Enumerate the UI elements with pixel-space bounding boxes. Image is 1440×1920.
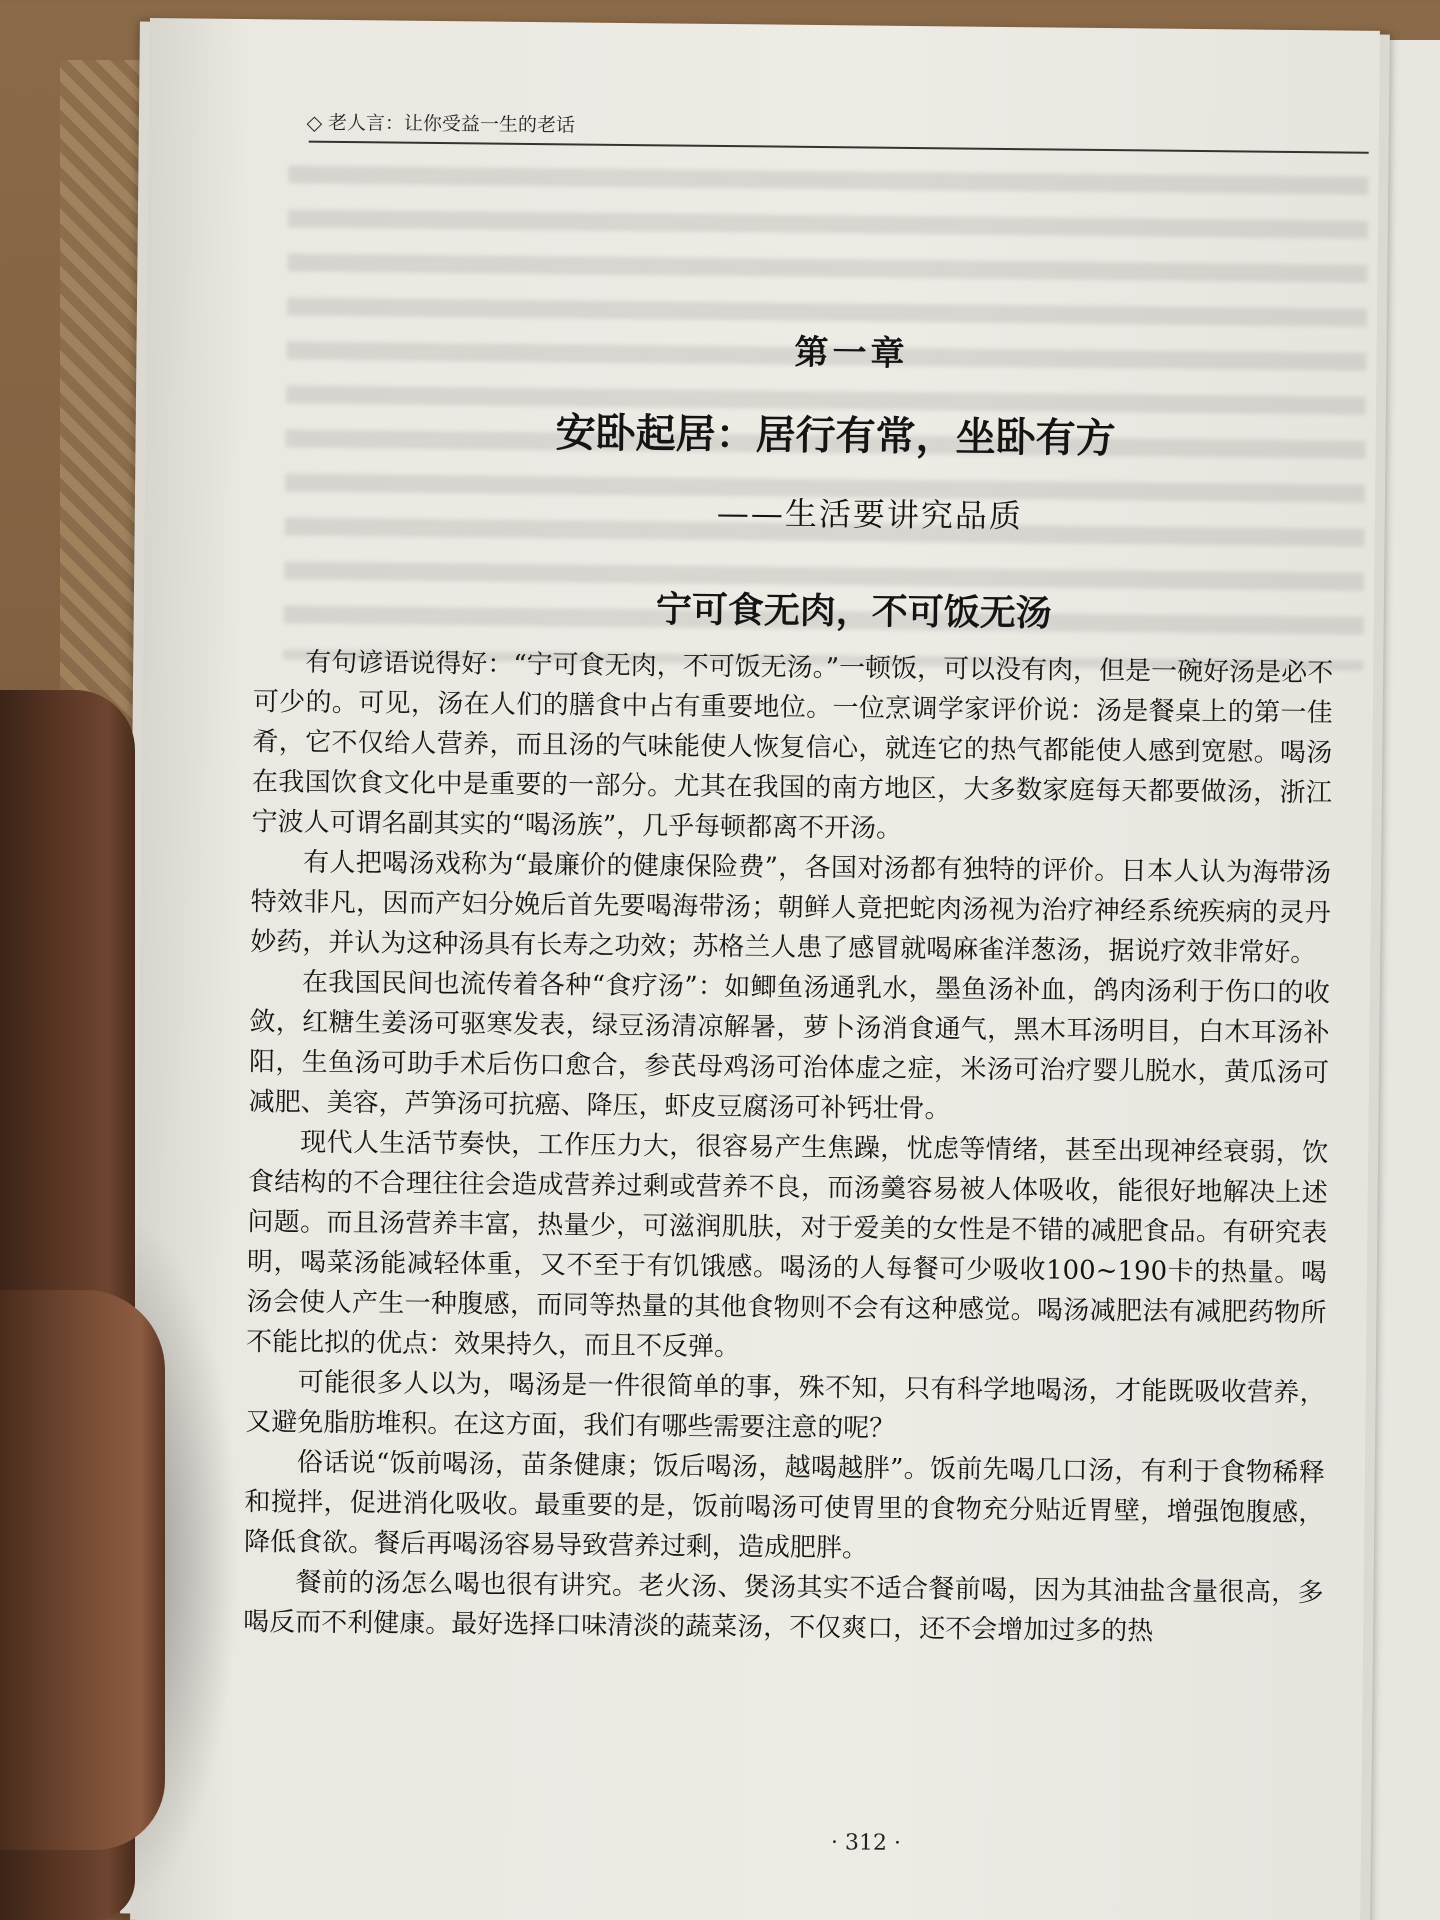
diamond-icon [307, 116, 323, 132]
paragraph: 餐前的汤怎么喝也很有讲究。老火汤、煲汤其实不适合餐前喝，因为其油盐含量很高，多喝反而不利健康。最好选择口味清淡的蔬菜汤，不仅爽口，还不会增加过多的热 [243, 1567, 1324, 1647]
paragraph: 在我国民间也流传着各种“食疗汤”：如鲫鱼汤通乳水，墨鱼汤补血，鸽肉汤利于伤口的收敛，红糖生姜汤可驱寒发表，绿豆汤清凉解暑，萝卜汤消食通气，黑木耳汤明目，白木耳汤补阳，生鱼汤可助手术后伤口愈合，参芪母鸡汤可治体虚之症，米汤可治疗婴儿脱水，黄瓜汤可减肥、美容，芦笋汤可抗癌、降压，虾皮豆腐汤可补钙壮骨。 [248, 967, 1331, 1125]
running-head-text: 老人言：让你受益一生的老话 [327, 111, 576, 137]
book-page [130, 18, 1380, 1920]
section-title: 宁可食无肉，不可饭无汤 [655, 589, 1053, 635]
paragraph: 现代人生活节奏快，工作压力大，很容易产生焦躁，忧虑等情绪，甚至出现神经衰弱，饮食结构的不合理往往会造成营养过剩或营养不良，而汤羹容易被人体吸收，能很好地解决上述问题。而且汤营养丰富，热量少，可滋润肌肤，对于爱美的女性是不错的减肥食品。有研究表明，喝菜汤能减轻体重，又不至于有饥饿感。喝汤的人每餐可少吸收100~190卡的热量。喝汤会使人产生一种腹感，而同等热量的其他食物则不会有这种感觉。喝汤减肥法有减肥药物所不能比拟的优点：效果持久，而且不反弹。 [245, 1127, 1329, 1363]
paragraph: 可能很多人以为，喝汤是一件很简单的事，殊不知，只有科学地喝汤，才能既吸收营养，又避免脂肪堆积。在这方面，我们有哪些需要注意的呢？ [245, 1367, 1326, 1444]
paragraph: 有句谚语说得好：“宁可食无肉，不可饭无汤。”一顿饭，可以没有肉，但是一碗好汤是必不可少的。可见，汤在人们的膳食中占有重要地位。一位烹调学家评价说：汤是餐桌上的第一佳肴，它不仅给人营养，而且汤的气味能使人恢复信心，就连它的热气都能使人感到宽慰。喝汤在我国饮食文化中是重要的一部分。尤其在我国的南方地区，大多数家庭每天都要做汤，浙江宁波人可谓名副其实的“喝汤族”，几乎每顿都离不开汤。 [251, 647, 1334, 844]
thumb [0, 1290, 165, 1850]
chapter-subtitle: ——生活要讲究品质 [716, 493, 1024, 536]
paragraph: 有人把喝汤戏称为“最廉价的健康保险费”，各国对汤都有独特的评价。日本人认为海带汤特效非凡，因而产妇分娩后首先要喝海带汤；朝鲜人竟把蛇肉汤视为治疗神经系统疾病的灵丹妙药，并认为这种汤具有长寿之功效；苏格兰人患了感冒就喝麻雀洋葱汤，据说疗效非常好。 [250, 847, 1332, 969]
page-content [243, 189, 1338, 1653]
paragraph: 俗话说“饭前喝汤，苗条健康；饭后喝汤，越喝越胖”。饭前先喝几口汤，有利于食物稀释和搅拌，促进消化吸收。最重要的是，饭前喝汤可使胃里的食物充分贴近胃壁，增强饱腹感，降低食欲。餐后再喝汤容易导致营养过剩，造成肥胖。 [243, 1447, 1325, 1564]
chapter-title: 安卧起居：居行有常，坐卧有方 [555, 410, 1116, 463]
chapter-label: 第一章 [794, 332, 909, 374]
page-number: · 312 · [830, 1830, 902, 1856]
